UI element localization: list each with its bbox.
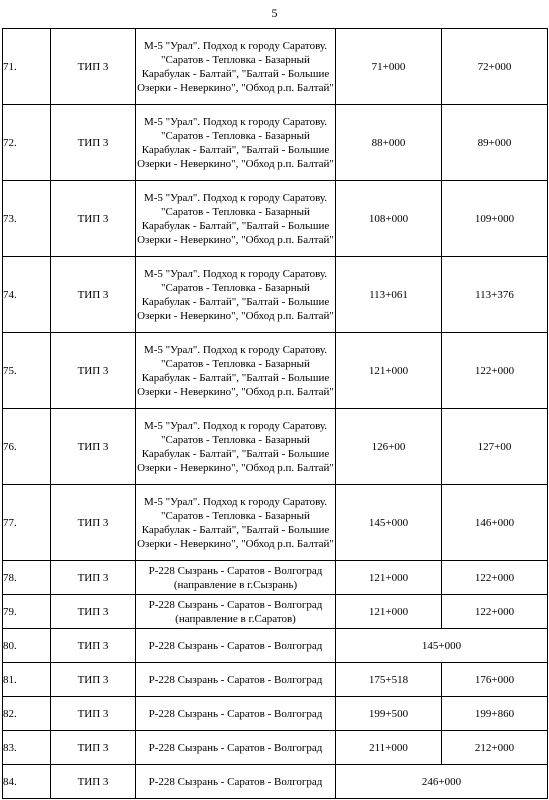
row-km-start: 113+061	[336, 257, 442, 333]
roads-table-body	[3, 29, 548, 799]
row-number: 74.	[3, 257, 51, 333]
row-type: ТИП 3	[51, 697, 136, 731]
row-number: 75.	[3, 333, 51, 409]
row-road-name: Р-228 Сызрань - Саратов - Волгоград (направление в г.Сызрань)	[136, 561, 336, 595]
row-road-name: М-5 "Урал". Подход к городу Саратову. "Саратов - Тепловка - Базарный Карабулак - Балтай", "Балтай - Большие Озерки - Неверкино", "Обход р.п. Балтай"	[136, 485, 336, 561]
row-road-name: Р-228 Сызрань - Саратов - Волгоград	[136, 629, 336, 663]
roads-table	[2, 28, 548, 799]
row-km-end: 89+000	[442, 105, 548, 181]
row-road-name: Р-228 Сызрань - Саратов - Волгоград (направление в г.Саратов)	[136, 595, 336, 629]
row-km-start: 126+00	[336, 409, 442, 485]
table-row	[3, 333, 548, 409]
row-km-end: 127+00	[442, 409, 548, 485]
row-number: 82.	[3, 697, 51, 731]
row-type: ТИП 3	[51, 333, 136, 409]
row-type: ТИП 3	[51, 29, 136, 105]
row-type: ТИП 3	[51, 257, 136, 333]
table-row	[3, 181, 548, 257]
row-number: 73.	[3, 181, 51, 257]
table-row	[3, 485, 548, 561]
row-km-start: 211+000	[336, 731, 442, 765]
row-type: ТИП 3	[51, 561, 136, 595]
row-road-name: М-5 "Урал". Подход к городу Саратову. "Саратов - Тепловка - Базарный Карабулак - Балтай", "Балтай - Большие Озерки - Неверкино", "Обход р.п. Балтай"	[136, 105, 336, 181]
row-number: 76.	[3, 409, 51, 485]
row-km-start: 175+518	[336, 663, 442, 697]
table-row	[3, 257, 548, 333]
table-row	[3, 595, 548, 629]
row-number: 84.	[3, 765, 51, 799]
row-type: ТИП 3	[51, 409, 136, 485]
row-km-end: 146+000	[442, 485, 548, 561]
row-km-end: 109+000	[442, 181, 548, 257]
row-road-name: Р-228 Сызрань - Саратов - Волгоград	[136, 765, 336, 799]
row-number: 79.	[3, 595, 51, 629]
table-row	[3, 697, 548, 731]
row-km-start: 88+000	[336, 105, 442, 181]
row-number: 83.	[3, 731, 51, 765]
row-km-point: 145+000	[336, 629, 548, 663]
row-type: ТИП 3	[51, 595, 136, 629]
row-type: ТИП 3	[51, 765, 136, 799]
row-km-end: 122+000	[442, 561, 548, 595]
row-type: ТИП 3	[51, 731, 136, 765]
row-km-start: 121+000	[336, 561, 442, 595]
row-km-end: 72+000	[442, 29, 548, 105]
row-km-start: 71+000	[336, 29, 442, 105]
table-row	[3, 105, 548, 181]
row-type: ТИП 3	[51, 485, 136, 561]
row-road-name: М-5 "Урал". Подход к городу Саратову. "Саратов - Тепловка - Базарный Карабулак - Балтай", "Балтай - Большие Озерки - Неверкино", "Обход р.п. Балтай"	[136, 333, 336, 409]
row-km-end: 122+000	[442, 333, 548, 409]
row-km-start: 121+000	[336, 595, 442, 629]
row-road-name: Р-228 Сызрань - Саратов - Волгоград	[136, 663, 336, 697]
row-km-end: 122+000	[442, 595, 548, 629]
row-number: 81.	[3, 663, 51, 697]
table-row	[3, 409, 548, 485]
row-number: 72.	[3, 105, 51, 181]
page-number: 5	[271, 6, 278, 20]
table-row	[3, 29, 548, 105]
row-km-end: 113+376	[442, 257, 548, 333]
row-road-name: М-5 "Урал". Подход к городу Саратову. "Саратов - Тепловка - Базарный Карабулак - Балтай", "Балтай - Большие Озерки - Неверкино", "Обход р.п. Балтай"	[136, 409, 336, 485]
row-number: 71.	[3, 29, 51, 105]
row-km-end: 176+000	[442, 663, 548, 697]
table-row	[3, 765, 548, 799]
row-road-name: Р-228 Сызрань - Саратов - Волгоград	[136, 697, 336, 731]
row-road-name: М-5 "Урал". Подход к городу Саратову. "Саратов - Тепловка - Базарный Карабулак - Балтай", "Балтай - Большие Озерки - Неверкино", "Обход р.п. Балтай"	[136, 29, 336, 105]
row-km-end: 199+860	[442, 697, 548, 731]
row-type: ТИП 3	[51, 181, 136, 257]
row-type: ТИП 3	[51, 663, 136, 697]
table-row	[3, 663, 548, 697]
row-km-point: 246+000	[336, 765, 548, 799]
row-type: ТИП 3	[51, 105, 136, 181]
row-type: ТИП 3	[51, 629, 136, 663]
row-number: 78.	[3, 561, 51, 595]
row-km-start: 121+000	[336, 333, 442, 409]
row-road-name: Р-228 Сызрань - Саратов - Волгоград	[136, 731, 336, 765]
table-row	[3, 561, 548, 595]
table-row	[3, 629, 548, 663]
row-number: 80.	[3, 629, 51, 663]
row-km-start: 145+000	[336, 485, 442, 561]
row-km-end: 212+000	[442, 731, 548, 765]
table-row	[3, 731, 548, 765]
row-km-start: 108+000	[336, 181, 442, 257]
row-road-name: М-5 "Урал". Подход к городу Саратову. "Саратов - Тепловка - Базарный Карабулак - Балтай", "Балтай - Большие Озерки - Неверкино", "Обход р.п. Балтай"	[136, 257, 336, 333]
row-road-name: М-5 "Урал". Подход к городу Саратову. "Саратов - Тепловка - Базарный Карабулак - Балтай", "Балтай - Большие Озерки - Неверкино", "Обход р.п. Балтай"	[136, 181, 336, 257]
row-km-start: 199+500	[336, 697, 442, 731]
row-number: 77.	[3, 485, 51, 561]
